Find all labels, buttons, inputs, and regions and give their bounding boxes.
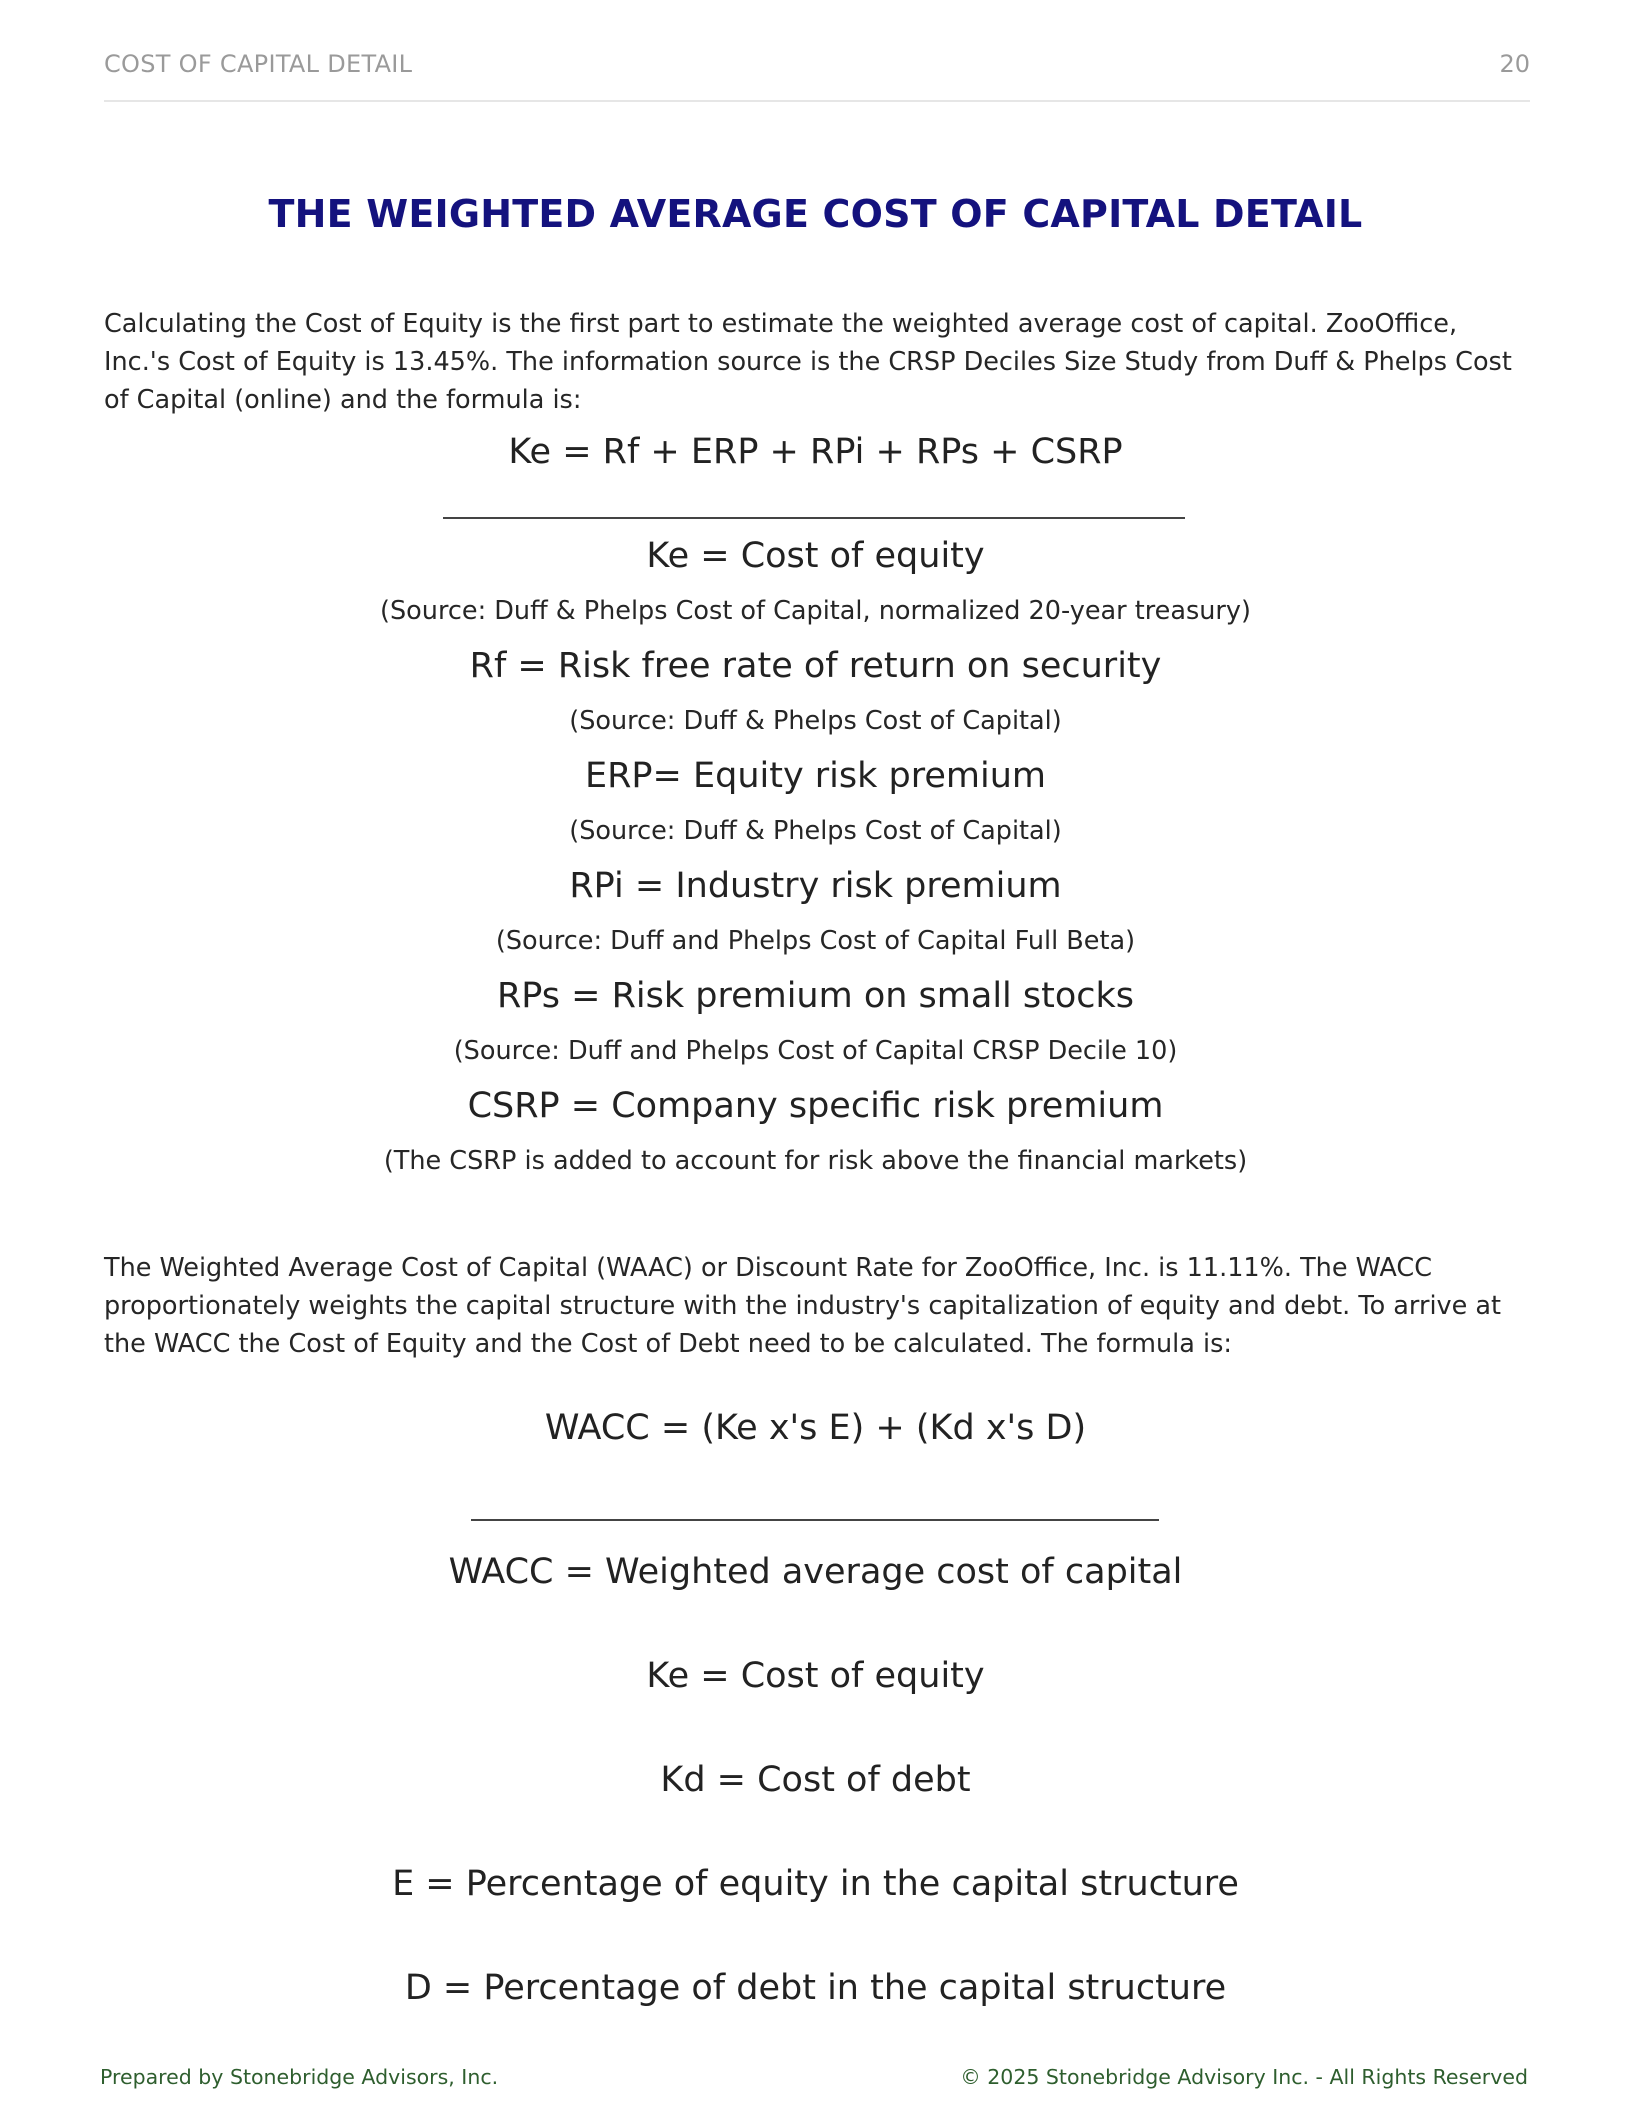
rps-def-source: (Source: Duff and Phelps Cost of Capital CRSP Decile 10) [453,1036,1178,1066]
wacc-def-e: E = Percentage of equity in the capital structure [392,1864,1239,1904]
ke-formula: Ke = Rf + ERP + RPi + RPs + CSRP [508,432,1123,472]
page-header [104,46,1530,102]
ke-formula-divider [443,517,1185,519]
rpi-def-term: RPi = Industry risk premium [569,866,1062,906]
wacc-formula: WACC = (Ke x's E) + (Kd x's D) [544,1408,1087,1448]
wacc-formula-divider [471,1519,1159,1521]
csrp-def-source: (The CSRP is added to account for risk above the financial markets) [383,1146,1248,1176]
footer-prepared-by: Prepared by Stonebridge Advisors, Inc. [100,2065,499,2089]
ke-def-source: (Source: Duff & Phelps Cost of Capital, normalized 20-year treasury) [380,596,1251,626]
rf-def-source: (Source: Duff & Phelps Cost of Capital) [569,706,1062,736]
erp-def-source: (Source: Duff & Phelps Cost of Capital) [569,816,1062,846]
rf-def-term: Rf = Risk free rate of return on security [469,646,1162,686]
footer-copyright: © 2025 Stonebridge Advisory Inc. - All Rights Reserved [960,2065,1528,2089]
rpi-def-source: (Source: Duff and Phelps Cost of Capital Full Beta) [495,926,1136,956]
page-title: THE WEIGHTED AVERAGE COST OF CAPITAL DETAIL [268,192,1363,236]
header-title: COST OF CAPITAL DETAIL [104,50,413,78]
wacc-def-kd: Kd = Cost of debt [660,1760,971,1800]
intro-paragraph: Calculating the Cost of Equity is the first part to estimate the weighted average cost of capital. ZooOffice, Inc.'s Cost of Equity is 13.45%. The information source is the CRSP Deciles Size Study from Duff & Phelps Cost of Capital (online) and the formula is: [104,309,1512,415]
page-number: 20 [1499,50,1530,78]
csrp-def-term: CSRP = Company specific risk premium [467,1086,1164,1126]
wacc-def-ke: Ke = Cost of equity [646,1656,985,1696]
wacc-def-d: D = Percentage of debt in the capital structure [404,1968,1227,2008]
wacc-paragraph: The Weighted Average Cost of Capital (WAAC) or Discount Rate for ZooOffice, Inc. is 11.11%. The WACC proportionately weights the capital structure with the industry's capitalization of equity and debt. To arrive at the WACC the Cost of Equity and the Cost of Debt need to be calculated. The formula is: [104,1253,1502,1359]
rps-def-term: RPs = Risk premium on small stocks [496,976,1135,1016]
erp-def-term: ERP= Equity risk premium [585,756,1046,796]
ke-def-term: Ke = Cost of equity [646,536,985,576]
wacc-def-wacc: WACC = Weighted average cost of capital [448,1552,1183,1592]
